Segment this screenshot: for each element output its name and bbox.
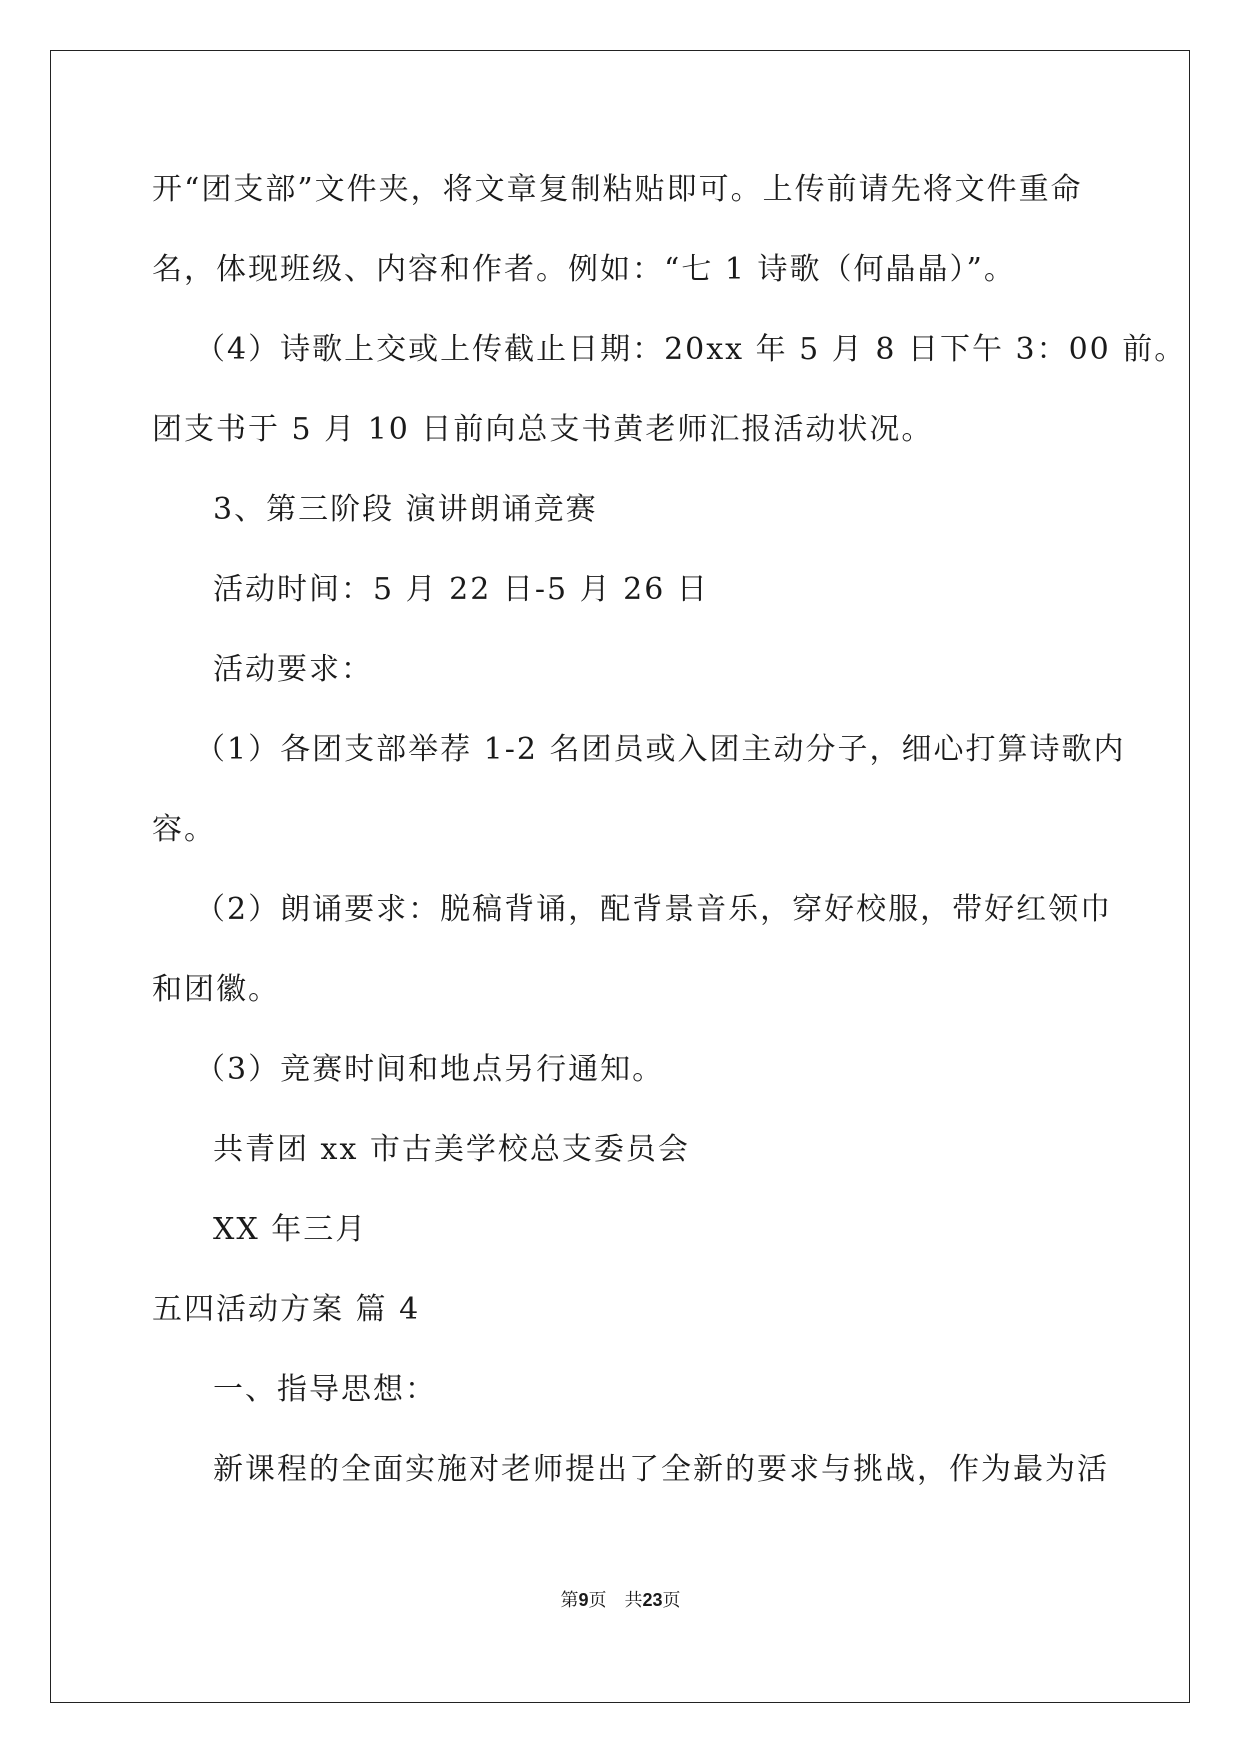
footer-page-suffix: 页 bbox=[588, 1590, 607, 1611]
footer-total-suffix: 页 bbox=[662, 1590, 681, 1611]
text-line-10: （2）朗诵要求：脱稿背诵，配背景音乐，穿好校服，带好红领巾 bbox=[195, 892, 1113, 927]
text-line-1: 开“团支部”文件夹，将文章复制粘贴即可。上传前请先将文件重命 bbox=[152, 172, 1083, 207]
footer-total-pages: 23 bbox=[642, 1590, 663, 1610]
text-line-12: （3）竞赛时间和地点另行通知。 bbox=[195, 1052, 665, 1087]
text-line-6: 活动时间：5 月 22 日-5 月 26 日 bbox=[213, 572, 709, 607]
footer-total-prefix: 共 bbox=[624, 1590, 643, 1611]
page-footer bbox=[0, 1588, 1241, 1613]
text-line-11: 和团徽。 bbox=[152, 972, 280, 1007]
text-line-7: 活动要求： bbox=[213, 652, 373, 687]
text-line-9: 容。 bbox=[152, 812, 216, 847]
section-heading: 3、第三阶段 演讲朗诵竞赛 bbox=[213, 492, 598, 527]
text-line-8: （1）各团支部举荐 1-2 名团员或入团主动分子，细心打算诗歌内 bbox=[195, 732, 1126, 767]
text-line-17: 新课程的全面实施对老师提出了全新的要求与挑战，作为最为活 bbox=[213, 1452, 1109, 1487]
footer-page-number: 9 bbox=[578, 1590, 589, 1610]
subheading-guiding-thought: 一、指导思想： bbox=[213, 1372, 437, 1407]
signature-org: 共青团 xx 市古美学校总支委员会 bbox=[213, 1132, 690, 1167]
footer-page-prefix: 第 bbox=[560, 1590, 579, 1611]
text-line-3: （4）诗歌上交或上传截止日期：20xx 年 5 月 8 日下午 3：00 前。 bbox=[195, 332, 1187, 367]
signature-date: XX 年三月 bbox=[213, 1212, 368, 1247]
text-line-2: 名，体现班级、内容和作者。例如：“七 1 诗歌（何晶晶）”。 bbox=[152, 252, 1016, 287]
plan-title: 五四活动方案 篇 4 bbox=[152, 1292, 421, 1327]
text-line-4: 团支书于 5 月 10 日前向总支书黄老师汇报活动状况。 bbox=[152, 412, 934, 447]
